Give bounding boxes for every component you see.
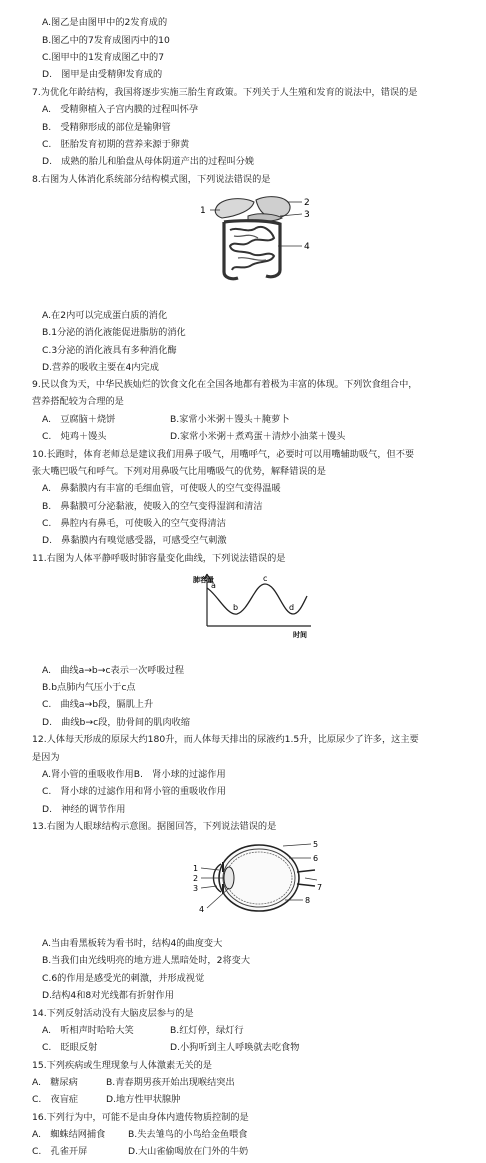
q14-option-d: D.小狗听到主人呼唤就去吃食物	[170, 1042, 300, 1053]
q9-option-row-1	[42, 412, 486, 427]
q6-option-d: D. 图甲是由受精卵发育成的	[42, 69, 163, 80]
q7-stem: 7.为优化年龄结构，我国将逐步实施三胎生育政策。下列关于人生殖和发育的说法中，错误的是	[32, 87, 418, 98]
eye-label-5: 5	[313, 840, 319, 849]
q7-option-b: B. 受精卵形成的部位是输卵管	[42, 122, 171, 133]
q11-option-d: D. 曲线b→c段，肋骨间的肌肉收缩	[42, 717, 191, 728]
q15-option-row-2	[32, 1092, 486, 1107]
eye-label-6: 6	[313, 854, 319, 863]
q10-stem-line-1: 10.长跑时，体育老师总是建议我们用鼻子吸气，用嘴呼气，必要时可以用嘴辅助吸气，但不要	[32, 449, 415, 460]
q8-option-a: A.在2内可以完成蛋白质的消化	[42, 310, 168, 321]
q14-option-row-1	[42, 1023, 486, 1038]
chart-point-a: a	[211, 581, 216, 590]
q10-option-d: D. 鼻黏膜内有嗅觉感受器，可感受空气刺激	[42, 535, 227, 546]
q10-stem-line-2: 张大嘴巴吸气和呼气。下列对用鼻吸气比用嘴吸气的优势，解释错误的是	[32, 466, 326, 477]
q13-option-d: D.结构4和8对光线都有折射作用	[42, 990, 174, 1001]
q11-option-c: C. 曲线a→b段，膈肌上升	[42, 699, 154, 710]
q16-option-a: A. 蜘蛛结网捕食	[32, 1129, 106, 1140]
q16-option-row-2	[32, 1144, 486, 1159]
digestive-system-figure	[198, 190, 318, 290]
q12-option-c: C. 肾小球的过滤作用和肾小管的重吸收作用	[42, 786, 226, 797]
q10-option-c: C. 鼻腔内有鼻毛，可使吸入的空气变得清洁	[42, 518, 226, 529]
q14-option-a: A. 听相声时哈哈大笑	[42, 1025, 134, 1036]
digestive-label-3: 3	[304, 210, 310, 220]
q15-option-row-1	[32, 1075, 486, 1090]
eye-label-1: 1	[193, 864, 199, 873]
chart-ylabel: 肺容量	[193, 576, 214, 584]
digestive-label-1: 1	[200, 206, 206, 216]
q8-option-b: B.1分泌的消化液能促进脂肪的消化	[42, 327, 186, 338]
eye-label-8: 8	[305, 896, 311, 905]
q16-option-row-1	[32, 1127, 486, 1142]
q16-option-c: C. 孔雀开屏	[32, 1146, 88, 1157]
q12-stem-line-2: 是因为	[32, 752, 60, 763]
eye-label-3: 3	[193, 884, 199, 893]
q15-option-b: B.青春期男孩开始出现喉结突出	[106, 1077, 235, 1088]
q9-option-a: A. 豆腐脑＋烧饼	[42, 414, 116, 425]
q7-option-a: A. 受精卵植入子宫内膜的过程叫怀孕	[42, 104, 199, 115]
q7-option-c: C. 胚胎发育初期的营养来源于卵黄	[42, 139, 190, 150]
q14-option-row-2	[42, 1040, 486, 1055]
q8-option-c: C.3分泌的消化液具有多种消化酶	[42, 345, 177, 356]
q12-stem-line-1: 12.人体每天形成的原尿大约180升，而人体每天排出的尿液约1.5升，比原尿少了许多，这主要	[32, 734, 419, 745]
chart-point-b: b	[233, 603, 239, 612]
q13-option-a: A.当由看黑板转为看书时，结构4的曲度变大	[42, 938, 223, 949]
q15-option-d: D.地方性甲状腺肿	[106, 1094, 181, 1105]
q7-option-d: D. 成熟的胎儿和胎盘从母体阴道产出的过程叫分娩	[42, 156, 255, 167]
digestive-label-2: 2	[304, 198, 310, 208]
q9-option-b: B.家常小米粥＋馒头＋腌萝卜	[170, 414, 290, 425]
q8-option-d: D.营养的吸收主要在4内完成	[42, 362, 159, 373]
q12-option-d: D. 神经的调节作用	[42, 804, 126, 815]
q9-option-c: C. 炖鸡＋馒头	[42, 431, 107, 442]
lung-volume-chart	[193, 570, 325, 642]
q11-option-b: B.b点肺内气压小于c点	[42, 682, 136, 693]
q10-option-a: A. 鼻黏膜内有丰富的毛细血管，可使吸人的空气变得温暖	[42, 483, 281, 494]
q6-option-b: B.图乙中的7发育成图丙中的10	[42, 35, 170, 46]
q15-stem: 15.下列疾病或生理现象与人体激素无关的是	[32, 1060, 212, 1071]
q12-option-ab: A.肾小管的重吸收作用B. 肾小球的过滤作用	[42, 769, 226, 780]
q6-option-c: C.图甲中的1发育成图乙中的7	[42, 52, 165, 63]
q16-option-b: B.失去雏鸟的小鸟给金鱼喂食	[128, 1129, 248, 1140]
q9-stem-line-1: 9.民以食为天，中华民族灿烂的饮食文化在全国各地都有着极为丰富的体现。下列饮食组合中，	[32, 379, 418, 390]
q15-option-a: A. 糖尿病	[32, 1077, 78, 1088]
q15-option-c: C. 夜盲症	[32, 1094, 79, 1105]
q13-option-b: B.当我们由光线明亮的地方进人黑暗处时，2将变大	[42, 955, 251, 966]
q6-option-a: A.图乙是由图甲中的2发育成的	[42, 17, 168, 28]
q9-option-d: D.家常小米粥＋煮鸡蛋＋清炒小油菜＋馒头	[170, 431, 346, 442]
eye-label-2: 2	[193, 874, 199, 883]
q13-stem: 13.右图为人眼球结构示意图。据图回答，下列说法错误的是	[32, 821, 277, 832]
q14-option-b: B.红灯停，绿灯行	[170, 1025, 244, 1036]
q11-option-a: A. 曲线a→b→c表示一次呼吸过程	[42, 665, 185, 676]
q16-stem: 16.下列行为中，可能不是由身体内遗传物质控制的是	[32, 1112, 249, 1123]
digestive-label-4: 4	[304, 242, 310, 252]
q8-stem: 8.右图为人体消化系统部分结构模式图，下列说法错误的是	[32, 174, 271, 185]
q14-stem: 14.下列反射活动没有大脑皮层参与的是	[32, 1008, 194, 1019]
q16-option-d: D.大山雀偷喝放在门外的牛奶	[128, 1146, 249, 1157]
chart-point-d: d	[289, 603, 295, 612]
q9-option-row-2	[42, 429, 486, 444]
chart-point-c: c	[263, 574, 268, 583]
eye-label-7: 7	[317, 883, 323, 892]
q14-option-c: C. 眨眼反射	[42, 1042, 98, 1053]
chart-xlabel: 时间	[293, 631, 307, 639]
q11-stem: 11.右图为人体平静呼吸时肺容量变化曲线，下列说法错误的是	[32, 553, 286, 564]
eye-label-4: 4	[199, 905, 205, 914]
q9-stem-line-2: 营养搭配较为合理的是	[32, 396, 124, 407]
eye-structure-figure	[193, 838, 325, 918]
q13-option-c: C.6的作用是感受光的刺激，并形成视觉	[42, 973, 205, 984]
q10-option-b: B. 鼻黏膜可分泌黏液，使吸入的空气变得湿润和清洁	[42, 501, 263, 512]
